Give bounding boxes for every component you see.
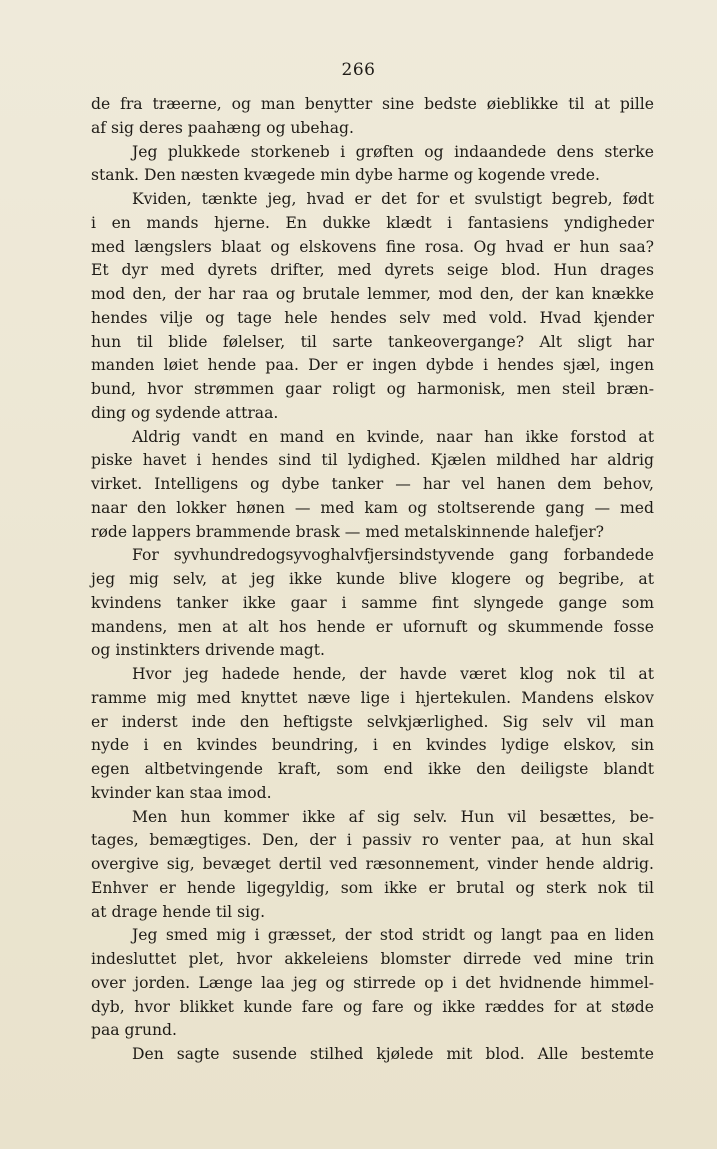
text-line: For syvhundredogsyvoghalvfjersindstyvende gang forbandede	[132, 546, 654, 565]
text-line: piske havet i hendes sind til lydighed. Kjælen mildhed har aldrig	[91, 451, 654, 470]
text-line: Jeg smed mig i græsset, der stod stridt og langt paa en liden	[132, 926, 654, 945]
text-line: stank. Den næsten kvægede min dybe harme og kogende vrede.	[91, 166, 600, 185]
text-line: dyb, hvor blikket kunde fare og fare og ikke ræddes for at støde	[91, 997, 654, 1016]
text-line: at drage hende til sig.	[91, 902, 266, 921]
text-line: Kviden, tænkte jeg, hvad er det for et svulstigt begreb, født	[132, 190, 654, 208]
text-line: med længslers blaat og elskovens fine rosa. Og hvad er hun saa?	[91, 237, 654, 256]
text-line: mod den, der har raa og brutale lemmer, mod den, der kan knække	[91, 285, 654, 303]
text-line: tages, bemægtiges. Den, der i passiv ro venter paa, at hun skal	[91, 831, 654, 850]
text-line: jeg mig selv, at jeg ikke kunde blive klogere og begribe, at	[91, 570, 654, 588]
body-text	[91, 93, 654, 1067]
text-line: mandens, men at alt hos hende er ufornuft og skummende fosse	[91, 617, 654, 636]
text-line: og instinkters drivende magt.	[91, 641, 325, 660]
text-line: Jeg plukkede storkeneb i grøften og indaandede dens sterke	[132, 142, 654, 161]
text-line: Enhver er hende ligegyldig, som ikke er brutal og sterk nok til	[91, 878, 654, 897]
text-line: de fra træerne, og man benytter sine bedste øieblikke til at pille	[91, 95, 654, 113]
text-line: af sig deres paahæng og ubehag.	[91, 118, 354, 137]
text-line: egen altbetvingende kraft, som end ikke den deiligste blandt	[91, 760, 654, 778]
text-line: bund, hvor strømmen gaar roligt og harmonisk, men steil bræn-	[91, 380, 654, 398]
text-line: røde lappers brammende brask — med metalskinnende halefjer?	[91, 522, 605, 541]
page-number: 266	[341, 60, 376, 80]
text-line: paa grund.	[91, 1021, 177, 1040]
text-line: hun til blide følelser, til sarte tankeovergange? Alt sligt har	[91, 332, 654, 351]
text-line: Den sagte susende stilhed kjølede mit blod. Alle bestemte	[132, 1045, 654, 1063]
text-line: ding og sydende attraa.	[91, 403, 279, 422]
text-line: over jorden. Længe laa jeg og stirrede op i det hvidnende himmel-	[91, 973, 654, 992]
text-line: overgive sig, bevæget dertil ved ræsonnement, vinder hende aldrig.	[91, 855, 654, 873]
text-line: Et dyr med dyrets drifter, med dyrets seige blod. Hun drages	[91, 261, 654, 280]
text-line: kvindens tanker ikke gaar i samme fint slyngede gange som	[91, 593, 654, 612]
text-line: nyde i en kvindes beundring, i en kvindes lydige elskov, sin	[91, 736, 654, 755]
text-line: er inderst inde den heftigste selvkjærlighed. Sig selv vil man	[91, 712, 654, 731]
text-line: ramme mig med knyttet næve lige i hjertekulen. Mandens elskov	[91, 688, 654, 707]
text-line: kvinder kan staa imod.	[91, 783, 272, 802]
text-line: manden løiet hende paa. Der er ingen dybde i hendes sjæl, ingen	[91, 356, 654, 375]
text-line: Men hun kommer ikke af sig selv. Hun vil besættes, be-	[132, 807, 654, 826]
text-line: Hvor jeg hadede hende, der havde været klog nok til at	[132, 665, 654, 683]
text-line: indesluttet plet, hvor akkeleiens blomster dirrede ved mine trin	[91, 950, 654, 968]
text-line: virket. Intelligens og dybe tanker — har vel hanen dem behov,	[91, 475, 654, 493]
text-line: i en mands hjerne. En dukke klædt i fantasiens yndigheder	[91, 213, 654, 232]
text-line: naar den lokker hønen — med kam og stoltserende gang — med	[91, 498, 654, 517]
text-line: Aldrig vandt en mand en kvinde, naar han ikke forstod at	[132, 427, 654, 446]
text-line: hendes vilje og tage hele hendes selv med vold. Hvad kjender	[91, 308, 654, 327]
